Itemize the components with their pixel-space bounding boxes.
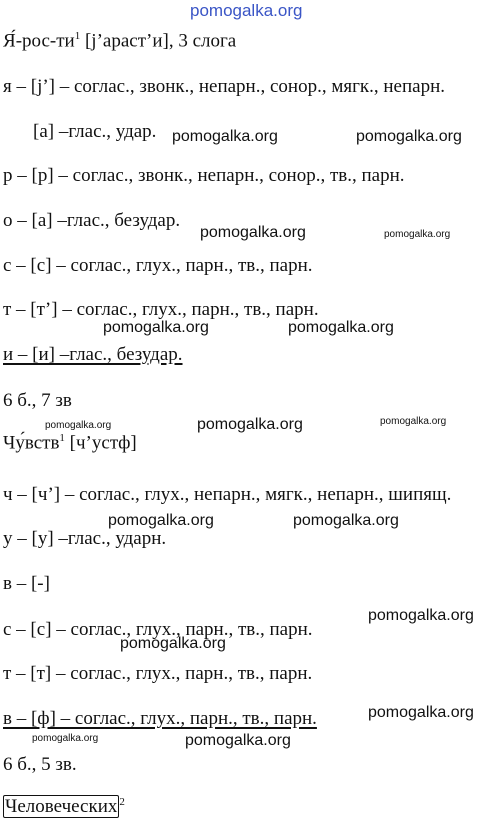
word-heading-yarosti (3, 31, 236, 50)
watermark: pomogalka.org (380, 416, 447, 427)
word-transcription: [ч’устф] (64, 432, 137, 454)
watermark: pomogalka.org (384, 229, 451, 240)
phonetic-line-8: ч – [ч’] – соглас., глух., непарн., мягк., непарн., шипящ. (3, 484, 452, 505)
phonetic-line-10: в – [-] (3, 573, 50, 594)
watermark: pomogalka.org (288, 319, 394, 336)
phonetic-line-2: [а] –глас., удар. (33, 121, 157, 142)
word-superscript: 1 (74, 30, 81, 42)
watermark: pomogalka.org (197, 416, 303, 433)
watermark: pomogalka.org (200, 224, 306, 241)
block1-summary: 6 б., 7 зв (3, 390, 72, 411)
word-rest: -рос-ти (15, 30, 75, 52)
watermark: pomogalka.org (120, 635, 226, 652)
phonetic-line-5: с – [с] – соглас., глух., парн., тв., парн. (3, 255, 313, 276)
watermark: pomogalka.org (368, 607, 474, 624)
word-box (3, 795, 119, 818)
block2-summary: 6 б., 5 зв. (3, 754, 77, 775)
watermark: pomogalka.org (32, 733, 99, 744)
word-stressed-letter: Я́ (3, 30, 16, 52)
top-watermark: pomogalka.org (190, 1, 303, 20)
watermark: pomogalka.org (356, 128, 462, 145)
watermark: pomogalka.org (103, 319, 209, 336)
watermark: pomogalka.org (172, 128, 278, 145)
watermark: pomogalka.org (293, 512, 399, 529)
word-transcription: [j’араст’и], 3 слога (80, 30, 237, 52)
phonetic-line-13: в – [ф] – соглас., глух., парн., тв., парн. (3, 708, 317, 729)
phonetic-line-9: у – [у] –глас., ударн. (3, 528, 167, 549)
word-superscript: 2 (119, 796, 125, 808)
word-heading-chelovecheskih (3, 796, 125, 818)
word-heading-chuvstv (3, 433, 137, 452)
watermark: pomogalka.org (368, 704, 474, 721)
phonetic-line-6: т – [т’] – соглас., глух., парн., тв., парн. (3, 299, 319, 320)
phonetic-line-1: я – [j’] – соглас., звонк., непарн., сонор., мягк., непарн. (3, 76, 445, 97)
phonetic-line-3: р – [р] – соглас., звонк., непарн., сонор., тв., парн. (3, 165, 405, 186)
phonetic-line-4: о – [а] –глас., безудар. (3, 210, 181, 231)
word-superscript: 1 (59, 432, 65, 444)
word-text: Человеческих (5, 796, 118, 818)
watermark: pomogalka.org (45, 420, 112, 431)
phonetic-line-11: с – [с] – соглас., глух., парн., тв., парн. (3, 619, 313, 640)
word-text: Чу́вств (3, 432, 60, 454)
watermark: pomogalka.org (185, 732, 291, 749)
watermark: pomogalka.org (108, 512, 214, 529)
phonetic-line-7: и – [и] –глас., безудар. (3, 344, 183, 365)
phonetic-line-12: т – [т] – соглас., глух., парн., тв., парн. (3, 663, 313, 684)
